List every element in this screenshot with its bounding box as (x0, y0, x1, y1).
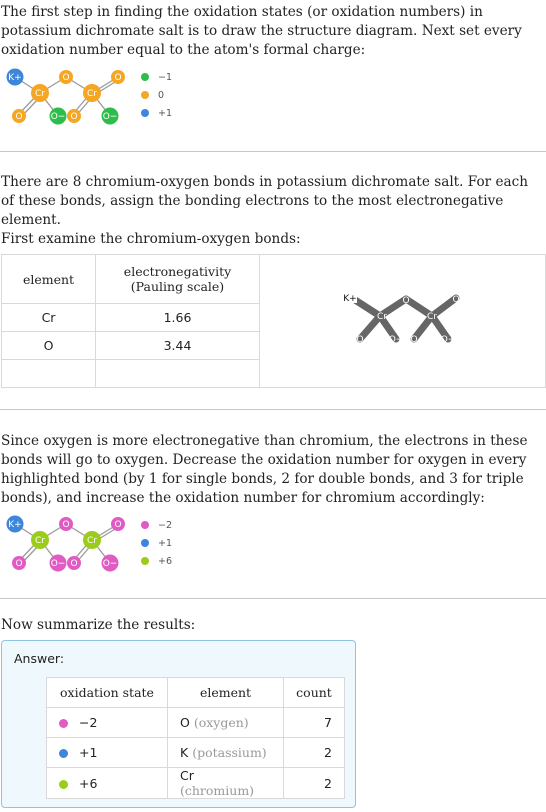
atom-cr-1: Cr (35, 536, 45, 546)
answer-box (1, 640, 356, 808)
atom-cr-2: Cr (87, 536, 97, 546)
mini-atom-o-neg-1: O− (388, 335, 403, 345)
mini-atom-o-neg-2: O− (440, 335, 455, 345)
legend-label: −2 (158, 519, 173, 531)
atom-o-neg-2: O− (102, 112, 118, 122)
table-row (47, 708, 345, 738)
state-dot-icon (59, 719, 68, 728)
atom-o-bridge: O (62, 73, 70, 83)
legend-label: +1 (158, 537, 173, 549)
mini-structure-diagram (338, 286, 468, 356)
structure-diagram-formal-charges (0, 62, 140, 132)
cell-element: Cr (chromium) (168, 768, 284, 799)
atom-o-neg-2: O− (102, 559, 118, 569)
divider (0, 409, 546, 410)
cell-value: 1.66 (96, 304, 260, 332)
atom-k: K+ (8, 520, 22, 530)
legend-formal-charges (141, 68, 172, 122)
legend-dot-icon (141, 109, 149, 117)
legend-item (141, 86, 172, 104)
divider (0, 151, 546, 152)
header-oxidation-state: oxidation state (47, 678, 168, 708)
atom-o-right: O (114, 73, 122, 83)
cell-element: K (potassium) (168, 738, 284, 768)
atom-cr-2: Cr (87, 89, 97, 99)
cell-element: Cr (2, 304, 96, 332)
legend-item (141, 68, 172, 86)
mini-atom-o-left: O (355, 335, 364, 345)
header-electronegativity: electronegativity (Pauling scale) (96, 255, 260, 304)
atom-o-mid: O (70, 559, 78, 569)
state-dot-icon (59, 780, 68, 789)
legend-dot-icon (141, 91, 149, 99)
table-row (47, 768, 345, 799)
mini-atom-o-bridge: O (401, 296, 410, 306)
cell-empty (96, 360, 260, 388)
summary-text: Now summarize the results: (1, 617, 196, 633)
atom-k: K+ (8, 73, 22, 83)
mini-atom-cr-2: Cr (426, 312, 437, 322)
legend-label: +6 (158, 555, 173, 567)
legend-item (141, 516, 172, 534)
mini-structure-cell (260, 255, 546, 388)
cell-oxidation-state: +6 (47, 768, 168, 799)
legend-item (141, 534, 172, 552)
mini-atom-o-mid: O (409, 335, 418, 345)
mini-atom-k: K+ (342, 294, 357, 304)
cell-count: 2 (284, 768, 345, 799)
answer-label: Answer: (14, 651, 65, 666)
legend-item (141, 104, 172, 122)
bonds-text: There are 8 chromium-oxygen bonds in potassium dichromate salt. For each of these bonds, assign the bonding electrons to the most electronegative element. (1, 174, 528, 228)
legend-label: 0 (158, 89, 165, 101)
atom-o-bridge: O (62, 520, 70, 530)
cell-empty (2, 360, 96, 388)
cell-count: 2 (284, 738, 345, 768)
atom-o-neg-1: O− (50, 112, 66, 122)
table-row (47, 738, 345, 768)
legend-item (141, 552, 172, 570)
intro-text: The first step in finding the oxidation states (or oxidation numbers) in potassium dichromate salt is to draw the structure diagram. Next set every oxidation number equal to the atom's formal charge: (1, 4, 522, 58)
mini-atom-o-right: O (451, 295, 460, 305)
cell-oxidation-state: +1 (47, 738, 168, 768)
cell-count: 7 (284, 708, 345, 738)
electronegativity-explanation: Since oxygen is more electronegative than chromium, the electrons in these bonds will go to oxygen. Decrease the oxidation number for oxygen in every highlighted bond (by 1 for single bonds, 2 for double bonds, and 3 for triple bonds), and increase the oxidation number for chromium accordingly: (1, 433, 528, 506)
header-element: element (2, 255, 96, 304)
structure-diagram-oxidation-states (0, 509, 140, 579)
atom-cr-1: Cr (35, 89, 45, 99)
cell-element: O (2, 332, 96, 360)
legend-dot-icon (141, 539, 149, 547)
legend-label: −1 (158, 71, 173, 83)
legend-oxidation-states (141, 516, 172, 570)
legend-dot-icon (141, 521, 149, 529)
cell-element: O (oxygen) (168, 708, 284, 738)
cell-value: 3.44 (96, 332, 260, 360)
examine-text: First examine the chromium-oxygen bonds: (1, 231, 301, 247)
table-header-row (47, 678, 345, 708)
atom-o-right: O (114, 520, 122, 530)
atom-o-left: O (15, 559, 23, 569)
atom-o-neg-1: O− (50, 559, 66, 569)
divider (0, 598, 546, 599)
electronegativity-table (1, 254, 546, 388)
cell-oxidation-state: −2 (47, 708, 168, 738)
legend-label: +1 (158, 107, 173, 119)
legend-dot-icon (141, 557, 149, 565)
mini-atom-cr-1: Cr (376, 312, 387, 322)
state-dot-icon (59, 749, 68, 758)
legend-dot-icon (141, 73, 149, 81)
header-element: element (168, 678, 284, 708)
header-count: count (284, 678, 345, 708)
atom-o-mid: O (70, 112, 78, 122)
oxidation-summary-table (46, 677, 345, 799)
atom-o-left: O (15, 112, 23, 122)
